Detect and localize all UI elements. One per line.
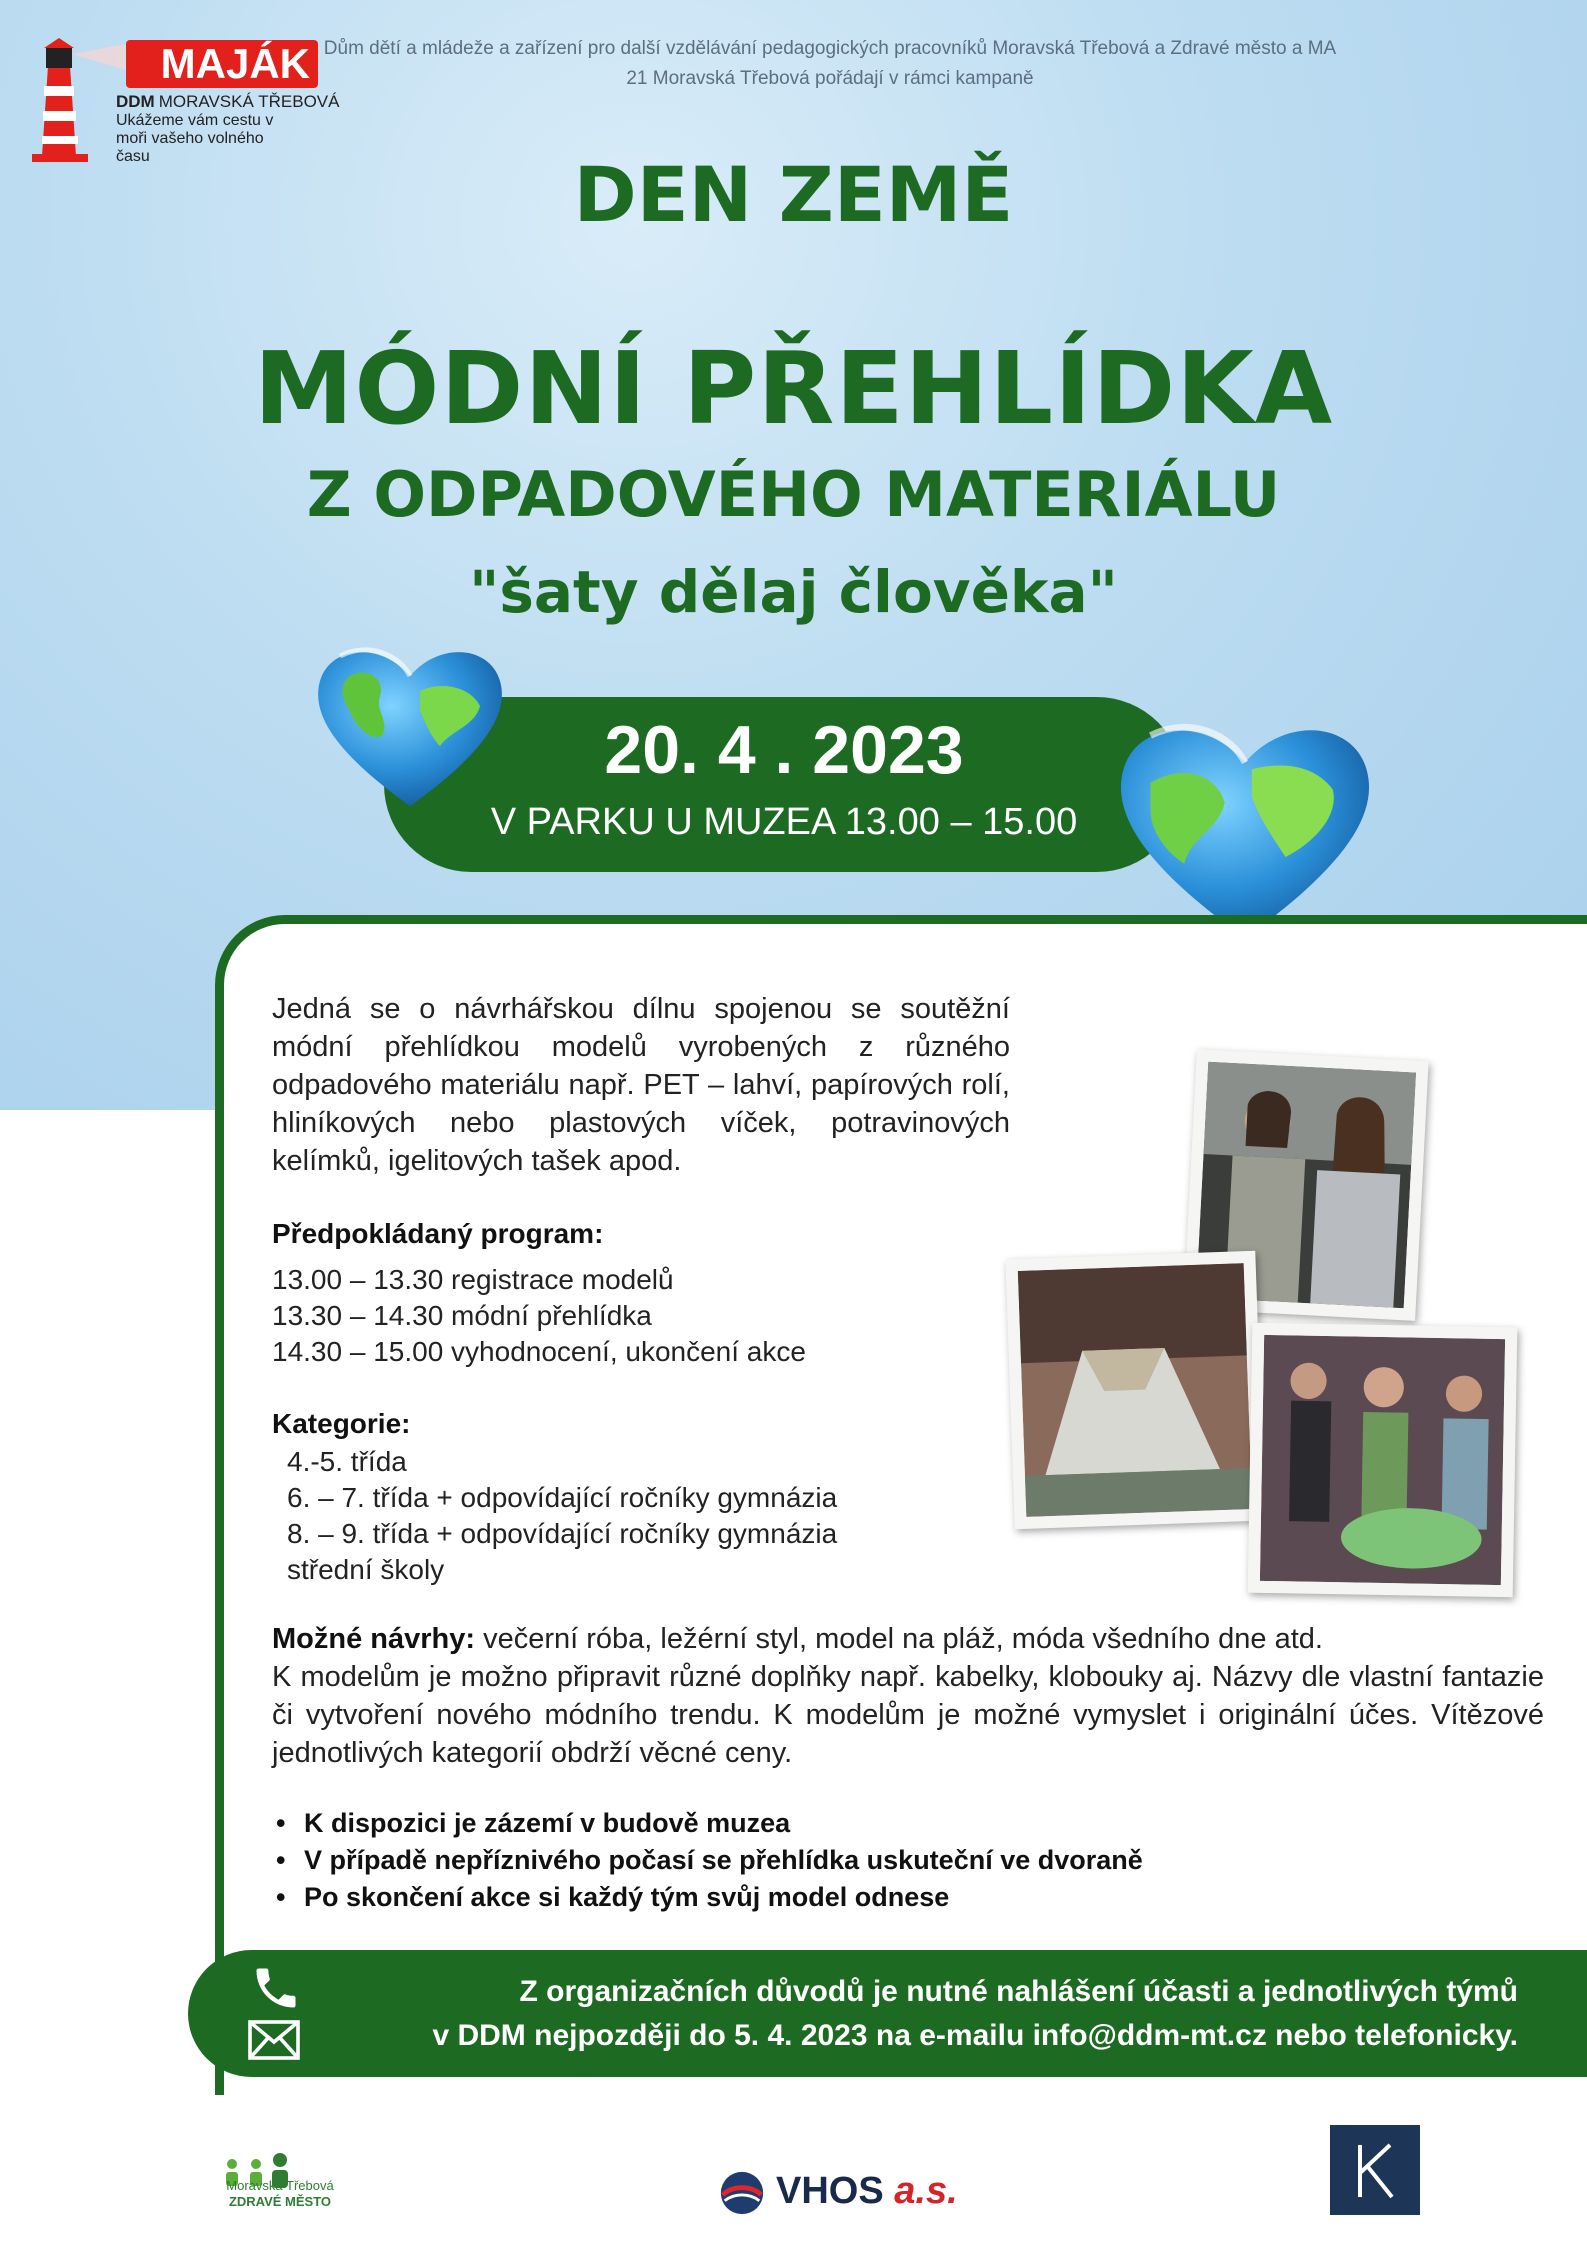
registration-banner [188, 1950, 1587, 2077]
fashion-photo [1005, 1251, 1264, 1530]
program-title: Předpokládaný program: [272, 1218, 604, 1249]
photo-image [1260, 1335, 1505, 1585]
sponsors-strip [0, 2100, 1587, 2245]
event-title: DEN ZEMĚ [573, 150, 1014, 239]
fashion-photo [1248, 1323, 1518, 1598]
categories-list [287, 1444, 837, 1588]
notes-list [272, 1805, 1372, 1916]
vhos-logo-icon [716, 2168, 768, 2218]
org-name: DDM MORAVSKÁ TŘEBOVÁ [116, 92, 340, 111]
category-item: 4.-5. třída [287, 1446, 407, 1477]
photo-image [1018, 1263, 1252, 1517]
lighthouse-icon [28, 36, 128, 166]
program-item: 13.30 – 14.30 módní přehlídka [272, 1300, 652, 1331]
main-title: MÓDNÍ PŘEHLÍDKA [253, 330, 1334, 447]
program-item: 14.30 – 15.00 vyhodnocení, ukončení akce [272, 1336, 806, 1367]
program-item: 13.00 – 13.30 registrace modelů [272, 1264, 674, 1295]
vhos-name: VHOS a.s. [776, 2170, 958, 2212]
note-item: • V případě nepříznivého počasí se přehlídka uskuteční ve dvoraně [272, 1842, 1372, 1879]
note-item: • Po skončení akce si každý tým svůj model odnese [272, 1879, 1372, 1916]
mail-icon [248, 2020, 300, 2060]
category-item: 6. – 7. třída + odpovídající ročníky gymnázia [287, 1482, 838, 1513]
category-item: střední školy [287, 1554, 445, 1585]
sub-title: Z ODPADOVÉHO MATERIÁLU [306, 458, 1281, 531]
slogan: Ukážeme vám cestu v moři vašeho volného času [116, 112, 274, 165]
event-place-time: V PARKU U MUZEA 13.00 – 15.00 [490, 801, 1078, 843]
designs-label: Možné návrhy: [272, 1623, 476, 1655]
categories-title: Kategorie: [272, 1408, 411, 1439]
category-item: 8. – 9. třída + odpovídající ročníky gymnázia [287, 1518, 838, 1549]
designs-paragraph [272, 1620, 1544, 1772]
designs-more: K modelům je možno připravit různé doplňky např. kabelky, klobouky aj. Názvy dle vlastní fantazie či vytvoření nového módního trendu. K modelům je možné vymyslet i originální účes. Vítězové jednotlivých kategorií obdrží věcné ceny. [272, 1661, 1544, 1769]
zdrave-mesto-text: Moravská Třebová ZDRAVÉ MĚSTO [226, 2178, 334, 2209]
registration-text: Z organizačních důvodů je nutné nahlášení účasti a jednotlivých týmů v DDM nejpozději do 5. 4. 2023 na e-mailu info@ddm-mt.cz nebo telefonicky. [432, 1975, 1518, 2052]
event-date: 20. 4 . 2023 [604, 712, 964, 788]
majak-logo [28, 36, 340, 166]
program-list [272, 1262, 806, 1370]
k-logo [1330, 2125, 1420, 2215]
brand-name: MAJÁK [126, 40, 318, 88]
note-item: • K dispozici je zázemí v budově muzea [272, 1805, 1372, 1842]
designs-text: večerní róba, ležérní styl, model na pláž, móda všedního dne atd. [475, 1623, 1323, 1655]
intro-paragraph: Jedná se o návrhářskou dílnu spojenou se soutěžní módní přehlídkou modelů vyrobených z různého odpadového materiálu např. PET – lahví, papírových rolí, hliníkových nebo plastových víček, potravinových kelímků, igelitových tašek apod. [272, 993, 1010, 1177]
organizer-text: Dům dětí a mládeže a zařízení pro další vzdělávání pedagogických pracovníků Moravská Třebová a Zdravé město a MA 21 Moravská Třebová pořádají v rámci kampaně [323, 38, 1337, 89]
motto: "šaty dělaj člověka" [469, 558, 1118, 626]
phone-icon [250, 1962, 302, 2014]
earth-heart-icon [310, 636, 510, 816]
